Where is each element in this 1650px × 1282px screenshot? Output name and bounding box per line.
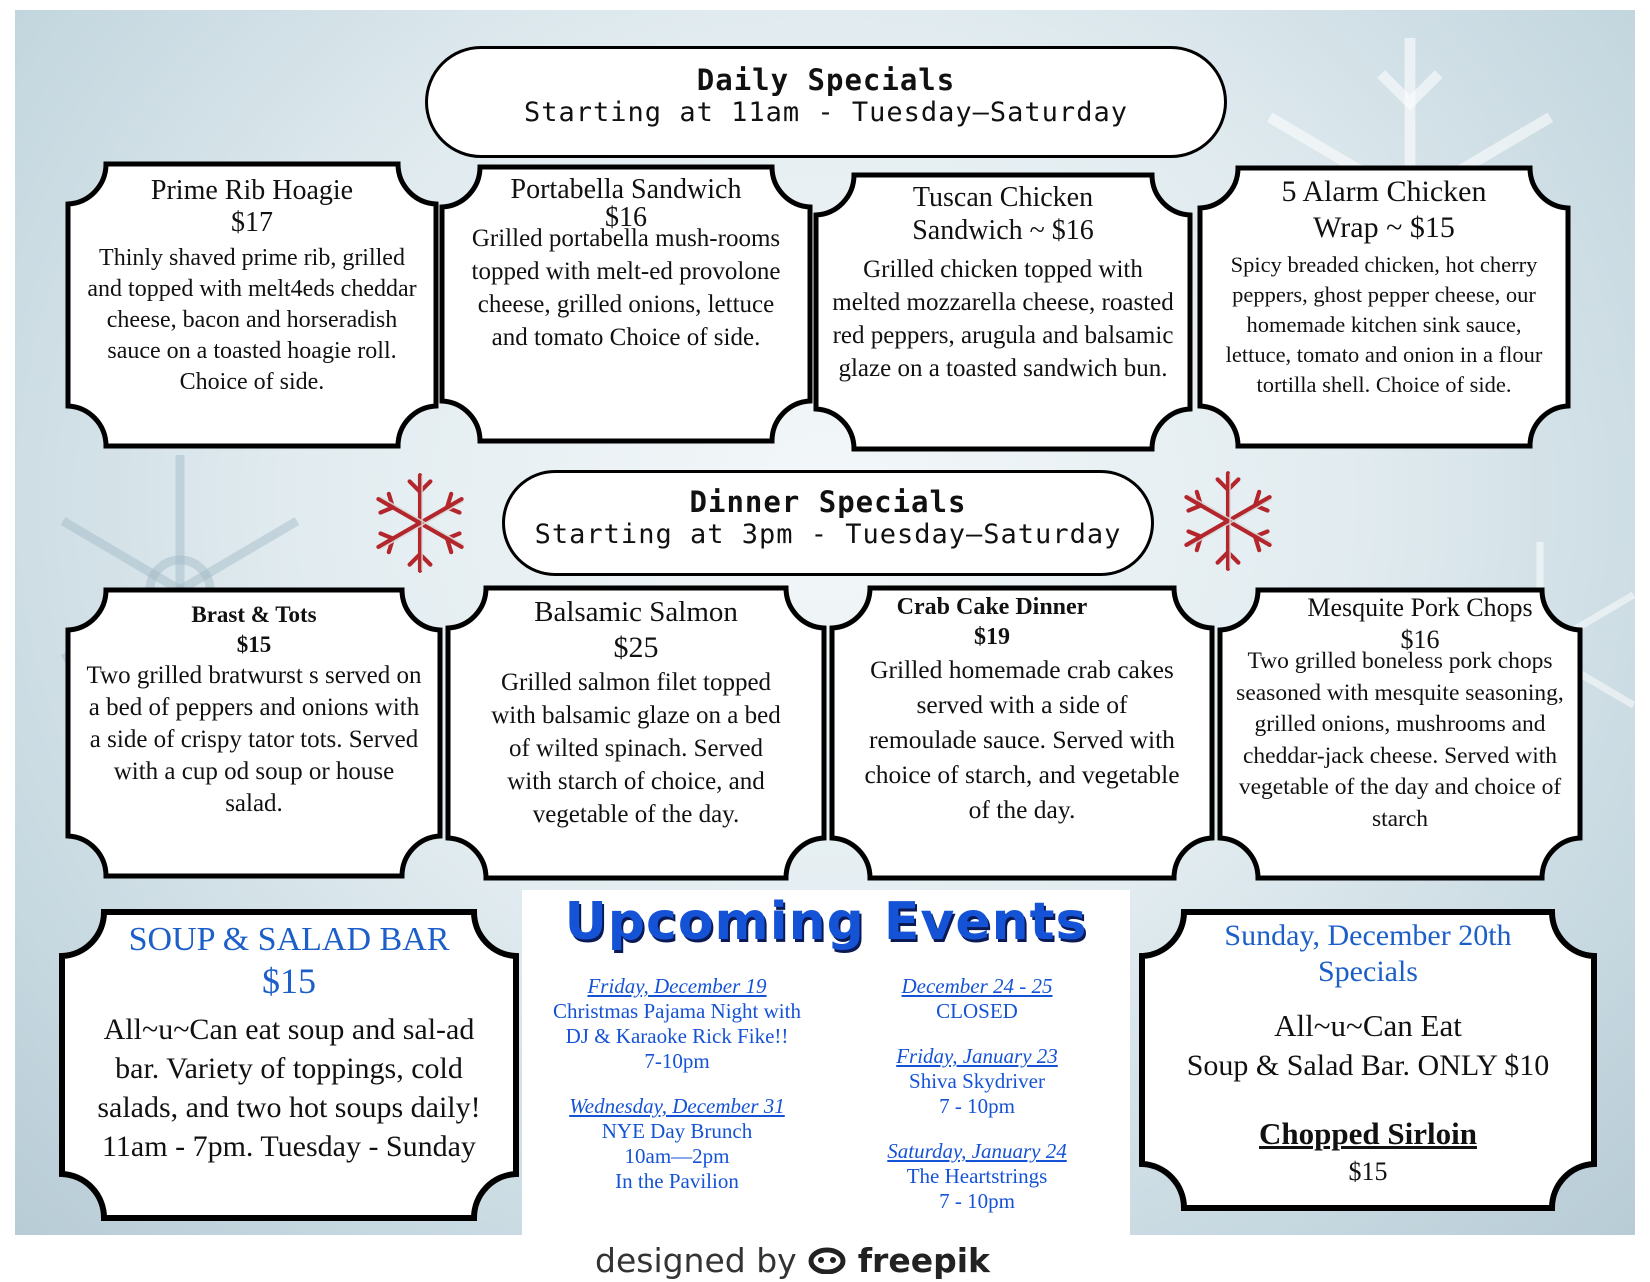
soup-salad-title: SOUP & SALAD BAR xyxy=(128,921,450,958)
daily-specials-header xyxy=(425,46,1227,158)
dinner-specials-header xyxy=(502,470,1154,576)
sunday-item-title: Chopped Sirloin xyxy=(1259,1116,1477,1151)
event-line: 10am—2pm xyxy=(624,1144,730,1168)
sunday-item-price: $15 xyxy=(1348,1157,1388,1186)
event-line: 7-10pm xyxy=(644,1049,710,1073)
daily-specials-subtitle: Starting at 11am - Tuesday—Saturday xyxy=(524,97,1128,128)
event-date: Friday, December 19 xyxy=(587,974,767,998)
event-date: Friday, January 23 xyxy=(896,1044,1058,1068)
dinner-card-crab-cake xyxy=(830,586,1214,880)
freepik-brand: freepik xyxy=(857,1241,990,1280)
sunday-line-2: Soup & Salad Bar. ONLY $10 xyxy=(1186,1049,1550,1082)
event-line: Shiva Skydriver xyxy=(909,1069,1045,1093)
event-line: 7 - 10pm xyxy=(939,1094,1015,1118)
item-title: Tuscan Chicken Sandwich ~ $16 xyxy=(912,182,1094,246)
event-date: December 24 - 25 xyxy=(901,974,1053,998)
event-date: Saturday, January 24 xyxy=(887,1139,1067,1163)
dinner-card-mesquite-pork xyxy=(1218,588,1582,880)
item-price: $15 xyxy=(236,632,272,657)
item-price: $17 xyxy=(231,207,273,238)
dinner-card-balsamic-salmon xyxy=(446,586,826,880)
daily-card-5-alarm-wrap xyxy=(1198,166,1570,448)
item-description: Grilled salmon filet topped with balsamic glaze on a bed of wilted spinach. Served with starch of choice, and vegetable of the day. xyxy=(491,669,781,828)
event-line: In the Pavilion xyxy=(615,1169,739,1193)
item-title: Brast & Tots xyxy=(191,602,317,627)
freepik-logo-icon xyxy=(807,1243,847,1271)
soup-salad-description: All~u~Can eat soup and sal-ad bar. Variety of toppings, cold salads, and two hot soups daily! 11am - 7pm. Tuesday - Sunday xyxy=(97,1013,481,1163)
sunday-specials-card xyxy=(1140,910,1596,1210)
dinner-specials-title: Dinner Specials xyxy=(689,485,967,519)
event-line: DJ & Karaoke Rick Fike!! xyxy=(565,1024,789,1048)
item-description: Spicy breaded chicken, hot cherry peppers, ghost pepper cheese, our homemade kitchen sink sauce, lettuce, tomato and onion in a flour tortilla shell. Choice of side. xyxy=(1225,252,1543,397)
item-description: Thinly shaved prime rib, grilled and topped with melt4eds cheddar cheese, bacon and horseradish sauce on a toasted hoagie roll. Choice of side. xyxy=(87,245,417,395)
dinner-specials-subtitle: Starting at 3pm - Tuesday—Saturday xyxy=(534,519,1122,550)
item-description: Two grilled bratwurst s served on a bed of peppers and onions with a side of crispy tator tots. Served with a cup od soup or house salad. xyxy=(86,662,422,817)
event-line: CLOSED xyxy=(936,999,1018,1023)
event-line: The Heartstrings xyxy=(906,1164,1048,1188)
event-line: 7 - 10pm xyxy=(939,1189,1015,1213)
event-line: Christmas Pajama Night with xyxy=(553,999,801,1023)
dinner-card-brats-tots xyxy=(66,588,442,878)
item-title: 5 Alarm Chicken Wrap ~ $15 xyxy=(1281,175,1487,244)
item-description: Two grilled boneless pork chops seasoned with mesquite seasoning, grilled onions, mushrooms and cheddar-jack cheese. Served with vegetable of the day and choice of starch xyxy=(1236,648,1564,832)
daily-card-portabella xyxy=(440,165,812,443)
daily-card-tuscan-chicken xyxy=(814,173,1192,451)
upcoming-events-heading: Upcoming Events xyxy=(564,892,1088,952)
soup-salad-price: $15 xyxy=(262,961,316,1001)
events-right-column xyxy=(852,974,1102,1214)
designed-by-text: designed by xyxy=(595,1241,797,1280)
item-title: Prime Rib Hoagie xyxy=(150,175,354,206)
item-description: Grilled chicken topped with melted mozzarella cheese, roasted red peppers, arugula and balsamic glaze on a toasted sandwich bun. xyxy=(832,256,1174,382)
item-description: Grilled portabella mush-rooms topped with melt-ed provolone cheese, grilled onions, lettuce and tomato Choice of side. xyxy=(471,225,781,351)
upcoming-events-panel xyxy=(522,890,1130,1245)
daily-card-prime-rib xyxy=(66,162,438,448)
item-price: $16 xyxy=(605,202,647,233)
sunday-line-1: All~u~Can Eat xyxy=(1274,1008,1462,1043)
item-price: $25 xyxy=(613,631,659,664)
item-title: Crab Cake Dinner xyxy=(896,594,1088,620)
item-description: Grilled homemade crab cakes served with a side of remoulade sauce. Served with choice of starch, and vegetable of the day. xyxy=(864,655,1180,824)
event-date: Wednesday, December 31 xyxy=(569,1094,785,1118)
item-title: Balsamic Salmon xyxy=(534,596,738,628)
item-price: $19 xyxy=(974,624,1010,650)
sunday-specials-title: Sunday, December 20th Specials xyxy=(1224,919,1512,988)
soup-salad-card xyxy=(60,910,518,1220)
item-title: Mesquite Pork Chops $16 xyxy=(1307,593,1533,654)
item-title: Portabella Sandwich xyxy=(510,174,742,205)
daily-specials-title: Daily Specials xyxy=(696,63,956,97)
event-line: NYE Day Brunch xyxy=(601,1119,753,1143)
events-left-column xyxy=(532,974,822,1194)
designed-by-freepik xyxy=(595,1241,990,1280)
